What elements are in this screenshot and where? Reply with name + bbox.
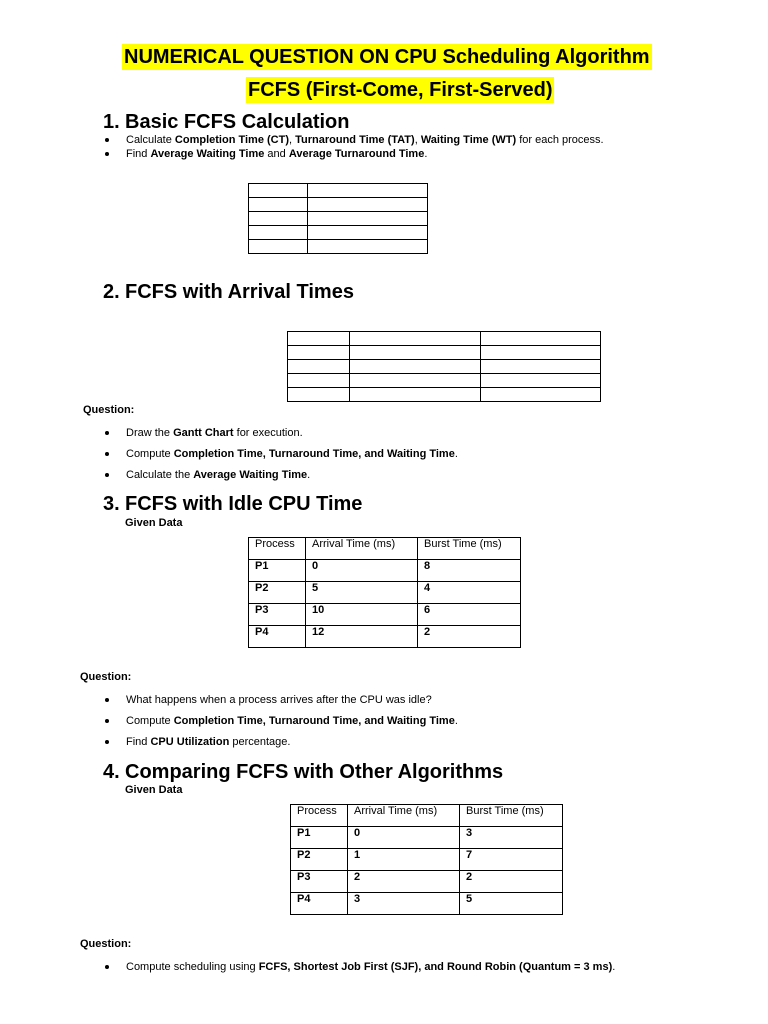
text-run: Compute [126, 715, 174, 727]
table-cell: 5 [460, 893, 563, 915]
section-4-heading [103, 760, 503, 784]
table-row [291, 849, 563, 871]
section-3-data-table [248, 537, 521, 648]
section-2-question-label: Question: [83, 404, 135, 416]
text-run: , [289, 134, 296, 146]
section-1-number: 1. [103, 111, 120, 133]
text-run: and [264, 148, 289, 160]
bold-term: Completion Time, Turnaround Time, and Waiting Time [173, 715, 455, 727]
text-run: Compute [126, 448, 174, 460]
bullet [104, 735, 458, 749]
bullet [104, 693, 458, 707]
text-run: . [454, 715, 458, 727]
text-run: . [307, 469, 311, 481]
table-cell: 2 [460, 871, 563, 893]
text-run: percentage. [229, 736, 291, 748]
section-4-question-label: Question: [80, 938, 132, 950]
table-row [249, 582, 521, 604]
bold-term: FCFS, Shortest Job First (SJF), and Round Robin (Quantum = 3 ms) [258, 961, 613, 973]
table-cell: 10 [306, 604, 418, 626]
section-1-heading [103, 110, 350, 134]
bold-term: Completion Time, Turnaround Time, and Waiting Time [173, 448, 455, 460]
table-header-row [249, 538, 521, 560]
section-2-heading [103, 280, 354, 304]
table-header-cell: Burst Time (ms) [460, 805, 563, 827]
table-cell: P4 [291, 893, 348, 915]
text-run: Find [126, 736, 151, 748]
table-row [249, 604, 521, 626]
text-run: . [424, 148, 428, 160]
table-cell: 3 [348, 893, 460, 915]
bullet [104, 714, 458, 728]
table-header-row [291, 805, 563, 827]
bold-term: Average Turnaround Time [288, 148, 425, 160]
section-4-title: Comparing FCFS with Other Algorithms [125, 761, 504, 783]
table-row [291, 871, 563, 893]
bullet [104, 147, 604, 161]
table-cell: 4 [418, 582, 521, 604]
document-subtitle: FCFS (First-Come, First-Served) [248, 79, 553, 101]
table-cell: 7 [460, 849, 563, 871]
section-3-given-label: Given Data [125, 517, 183, 529]
text-run: Find [126, 148, 151, 160]
section-2-title: FCFS with Arrival Times [125, 281, 354, 303]
text-run: What happens when a process arrives after the CPU was idle? [126, 694, 432, 706]
section-2-empty-table [287, 331, 601, 402]
table-row [291, 827, 563, 849]
section-1-bullets [104, 133, 604, 161]
table-cell: P1 [249, 560, 306, 582]
text-run: Calculate the [126, 469, 194, 481]
section-2-bullets [104, 426, 458, 482]
bullet [104, 133, 604, 147]
table-cell: 3 [460, 827, 563, 849]
section-4-bullets [104, 960, 615, 974]
text-run: Calculate [126, 134, 175, 146]
section-3-title: FCFS with Idle CPU Time [125, 493, 363, 515]
section-3-bullets [104, 693, 458, 749]
table-header-cell: Burst Time (ms) [418, 538, 521, 560]
section-4-data-table [290, 804, 563, 915]
table-cell: 2 [418, 626, 521, 648]
table-row [249, 560, 521, 582]
bold-term: Turnaround Time (TAT) [295, 134, 415, 146]
section-4-given-label: Given Data [125, 784, 183, 796]
bold-term: Average Waiting Time [193, 469, 308, 481]
section-4-number: 4. [103, 761, 120, 783]
table-cell: 12 [306, 626, 418, 648]
section-3-number: 3. [103, 493, 120, 515]
bold-term: Average Waiting Time [150, 148, 265, 160]
bullet [104, 960, 615, 974]
table-cell: P1 [291, 827, 348, 849]
section-3-heading [103, 492, 362, 516]
table-row [249, 626, 521, 648]
table-cell: 2 [348, 871, 460, 893]
section-3-question-label: Question: [80, 671, 132, 683]
table-cell: 6 [418, 604, 521, 626]
bold-term: CPU Utilization [150, 736, 230, 748]
table-header-cell: Process [291, 805, 348, 827]
section-1-empty-table [248, 183, 428, 254]
document-title: NUMERICAL QUESTION ON CPU Scheduling Algorithm [124, 46, 650, 68]
table-row [291, 893, 563, 915]
text-run: . [612, 961, 616, 973]
section-2-number: 2. [103, 281, 120, 303]
table-cell: 5 [306, 582, 418, 604]
table-cell: 0 [348, 827, 460, 849]
table-cell: 8 [418, 560, 521, 582]
table-header-cell: Process [249, 538, 306, 560]
text-run: for execution. [233, 427, 303, 439]
bullet [104, 426, 458, 440]
table-header-cell: Arrival Time (ms) [348, 805, 460, 827]
text-run: for each process. [516, 134, 604, 146]
text-run: , [414, 134, 421, 146]
table-cell: P2 [291, 849, 348, 871]
table-cell: P3 [291, 871, 348, 893]
table-cell: P3 [249, 604, 306, 626]
bullet [104, 447, 458, 461]
text-run: Compute scheduling using [126, 961, 259, 973]
table-cell: P2 [249, 582, 306, 604]
table-cell: 1 [348, 849, 460, 871]
text-run: Draw the [126, 427, 174, 439]
table-header-cell: Arrival Time (ms) [306, 538, 418, 560]
table-cell: 0 [306, 560, 418, 582]
bold-term: Completion Time (CT) [174, 134, 289, 146]
table-cell: P4 [249, 626, 306, 648]
bold-term: Waiting Time (WT) [420, 134, 517, 146]
section-1-title: Basic FCFS Calculation [125, 111, 350, 133]
text-run: . [454, 448, 458, 460]
bullet [104, 468, 458, 482]
bold-term: Gantt Chart [173, 427, 234, 439]
